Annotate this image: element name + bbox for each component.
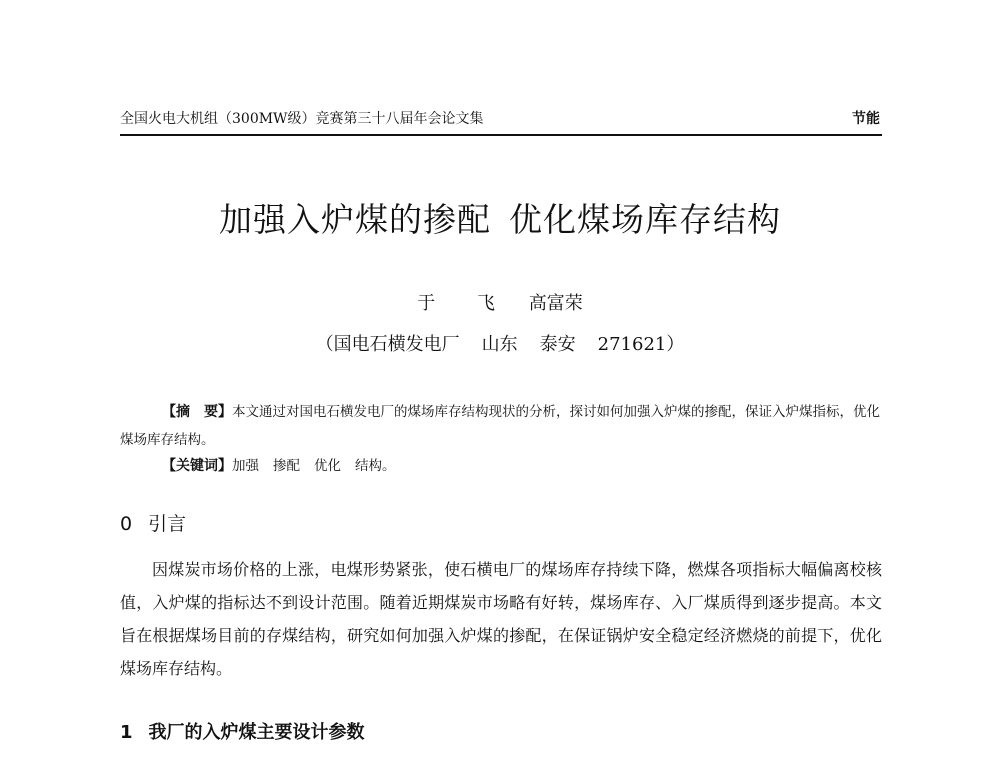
section-0-number: 0 — [120, 513, 133, 535]
section-0-title: 引言 — [148, 513, 187, 535]
section-1-number: 1 — [120, 722, 133, 743]
keyword-2: 掺配 — [273, 458, 300, 474]
affiliation-province: 山东 — [481, 334, 518, 355]
section-tag: 节能 — [852, 111, 880, 127]
journal-name: 全国火电大机组（300MW级）竞赛第三十八届年会论文集 — [120, 111, 484, 127]
title-part-2: 优化煤场库存结构 — [509, 200, 781, 239]
keywords — [162, 455, 882, 477]
author-2: 高富荣 — [528, 293, 583, 314]
affiliation-city: 泰安 — [539, 334, 576, 355]
keyword-3: 优化 — [314, 458, 341, 474]
title-part-1: 加强入炉煤的掺配 — [219, 200, 491, 239]
keyword-1: 加强 — [232, 458, 259, 474]
affiliation — [0, 330, 1000, 356]
author-1: 于 飞 — [417, 293, 513, 314]
abstract — [120, 398, 882, 454]
paper-title — [0, 194, 1000, 241]
section-1-heading — [120, 718, 365, 744]
running-header — [120, 106, 882, 136]
author-list — [0, 289, 1000, 315]
keywords-label: 【关键词】 — [162, 458, 232, 474]
abstract-label: 【摘 要】 — [162, 404, 232, 420]
intro-paragraph: 因煤炭市场价格的上涨，电煤形势紧张，使石横电厂的煤场库存持续下降，燃煤各项指标大幅偏离校核值，入炉煤的指标达不到设计范围。随着近期煤炭市场略有好转，煤场库存、入厂煤质得到逐步提高。本文旨在根据煤场目前的存煤结构，研究如何加强入炉煤的掺配，在保证锅炉安全稳定经济燃烧的前提下，优化煤场库存结构。 — [120, 560, 882, 678]
affiliation-open-paren: （ — [315, 334, 334, 355]
section-1-title: 我厂的入炉煤主要设计参数 — [148, 722, 365, 743]
affiliation-close-paren: ） — [666, 334, 685, 355]
affiliation-org: 国电石横发电厂 — [333, 334, 460, 355]
affiliation-postcode: 271621 — [597, 334, 667, 355]
keyword-4: 结构。 — [355, 458, 396, 474]
section-0-heading — [120, 509, 186, 536]
abstract-text: 本文通过对国电石横发电厂的煤场库存结构现状的分析，探讨如何加强入炉煤的掺配，保证入炉煤指标，优化煤场库存结构。 — [120, 404, 880, 448]
